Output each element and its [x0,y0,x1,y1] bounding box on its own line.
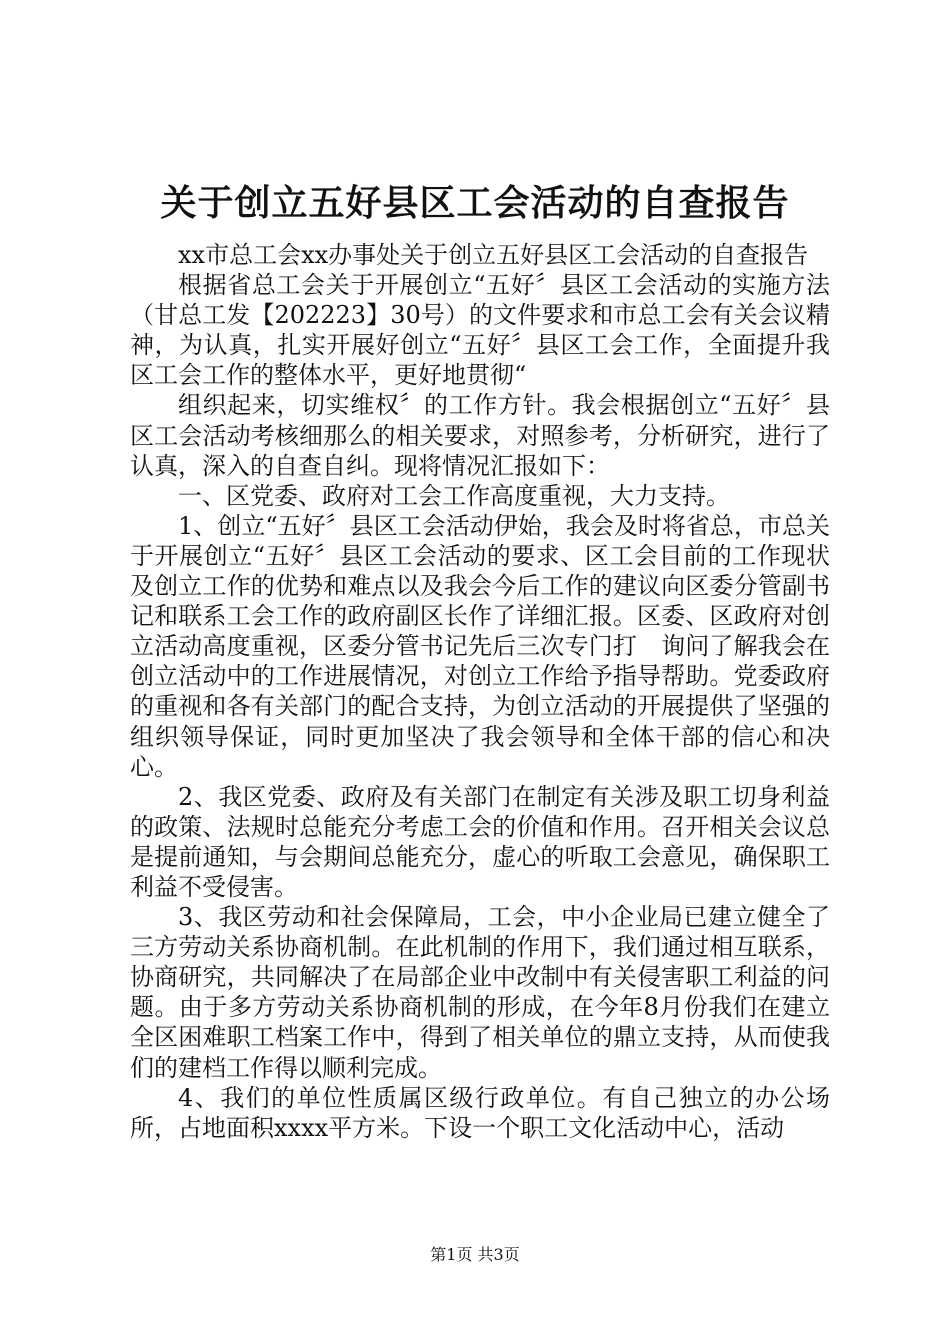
section-heading-one: 一、区党委、政府对工会工作高度重视，大力支持。 [178,481,730,510]
paragraph-item-2: 2、我区党委、政府及有关部门在制定有关涉及职工切身利益的政策、法规时总能充分考虑工会的价值和作用。召开相关会议总是提前通知，与会期间总能充分，虚心的听取工会意见，确保职工利益不受侵害。 [130,782,830,901]
paragraph-item-4: 4、我们的单位性质属区级行政单位。有自己独立的办公场所，占地面积xxxx平方米。下设一个职工文化活动中心，活动 [130,1083,830,1142]
page-number-footer: 第1页 共3页 [430,1245,520,1264]
paragraph-subtitle: xx市总工会xx办事处关于创立五好县区工会活动的自查报告 [178,241,809,269]
paragraph-item-1: 1、创立“五好〞县区工会活动伊始，我会及时将省总，市总关于开展创立“五好〞县区工会活动的要求、区工会目前的工作现状及创立工作的优势和难点以及我会今后工作的建议向区委分管副书记和联系工会工作的政府副区长作了详细汇报。区委、区政府对创立活动高度重视，区委分管书记先后三次专门打 询问了解我会在创立活动中的工作进展情况，对创立工作给予指导帮助。党委政府的重视和各有关部门的配合支持，为创立活动的开展提供了坚强的组织领导保证，同时更加坚决了我会领导和全体干部的信心和决心。 [130,511,830,781]
document-title: 关于创立五好县区工会活动的自查报告 [160,183,790,224]
paragraph-item-3: 3、我区劳动和社会保障局，工会，中小企业局已建立健全了三方劳动关系协商机制。在此机制的作用下，我们通过相互联系，协商研究，共同解决了在局部企业中改制中有关侵害职工利益的问题。由于多方劳动关系协商机制的形成，在今年8月份我们在建立全区困难职工档案工作中，得到了相关单位的鼎立支持，从而使我们的建档工作得以顺利完成。 [130,903,830,1082]
paragraph-intro-continued: 组织起来，切实维权〞的工作方针。我会根据创立“五好〞县区工会活动考核细那么的相关要求，对照参考，分析研究，进行了认真，深入的自查自纠。现将情况汇报如下： [130,391,830,480]
document-body [130,240,830,1143]
paragraph-intro: 根据省总工会关于开展创立“五好〞县区工会活动的实施方法（甘总工发【202223】30号）的文件要求和市总工会有关会议精神，为认真，扎实开展好创立“五好〞县区工会工作，全面提升我区工会工作的整体水平，更好地贯彻“ [130,271,830,390]
